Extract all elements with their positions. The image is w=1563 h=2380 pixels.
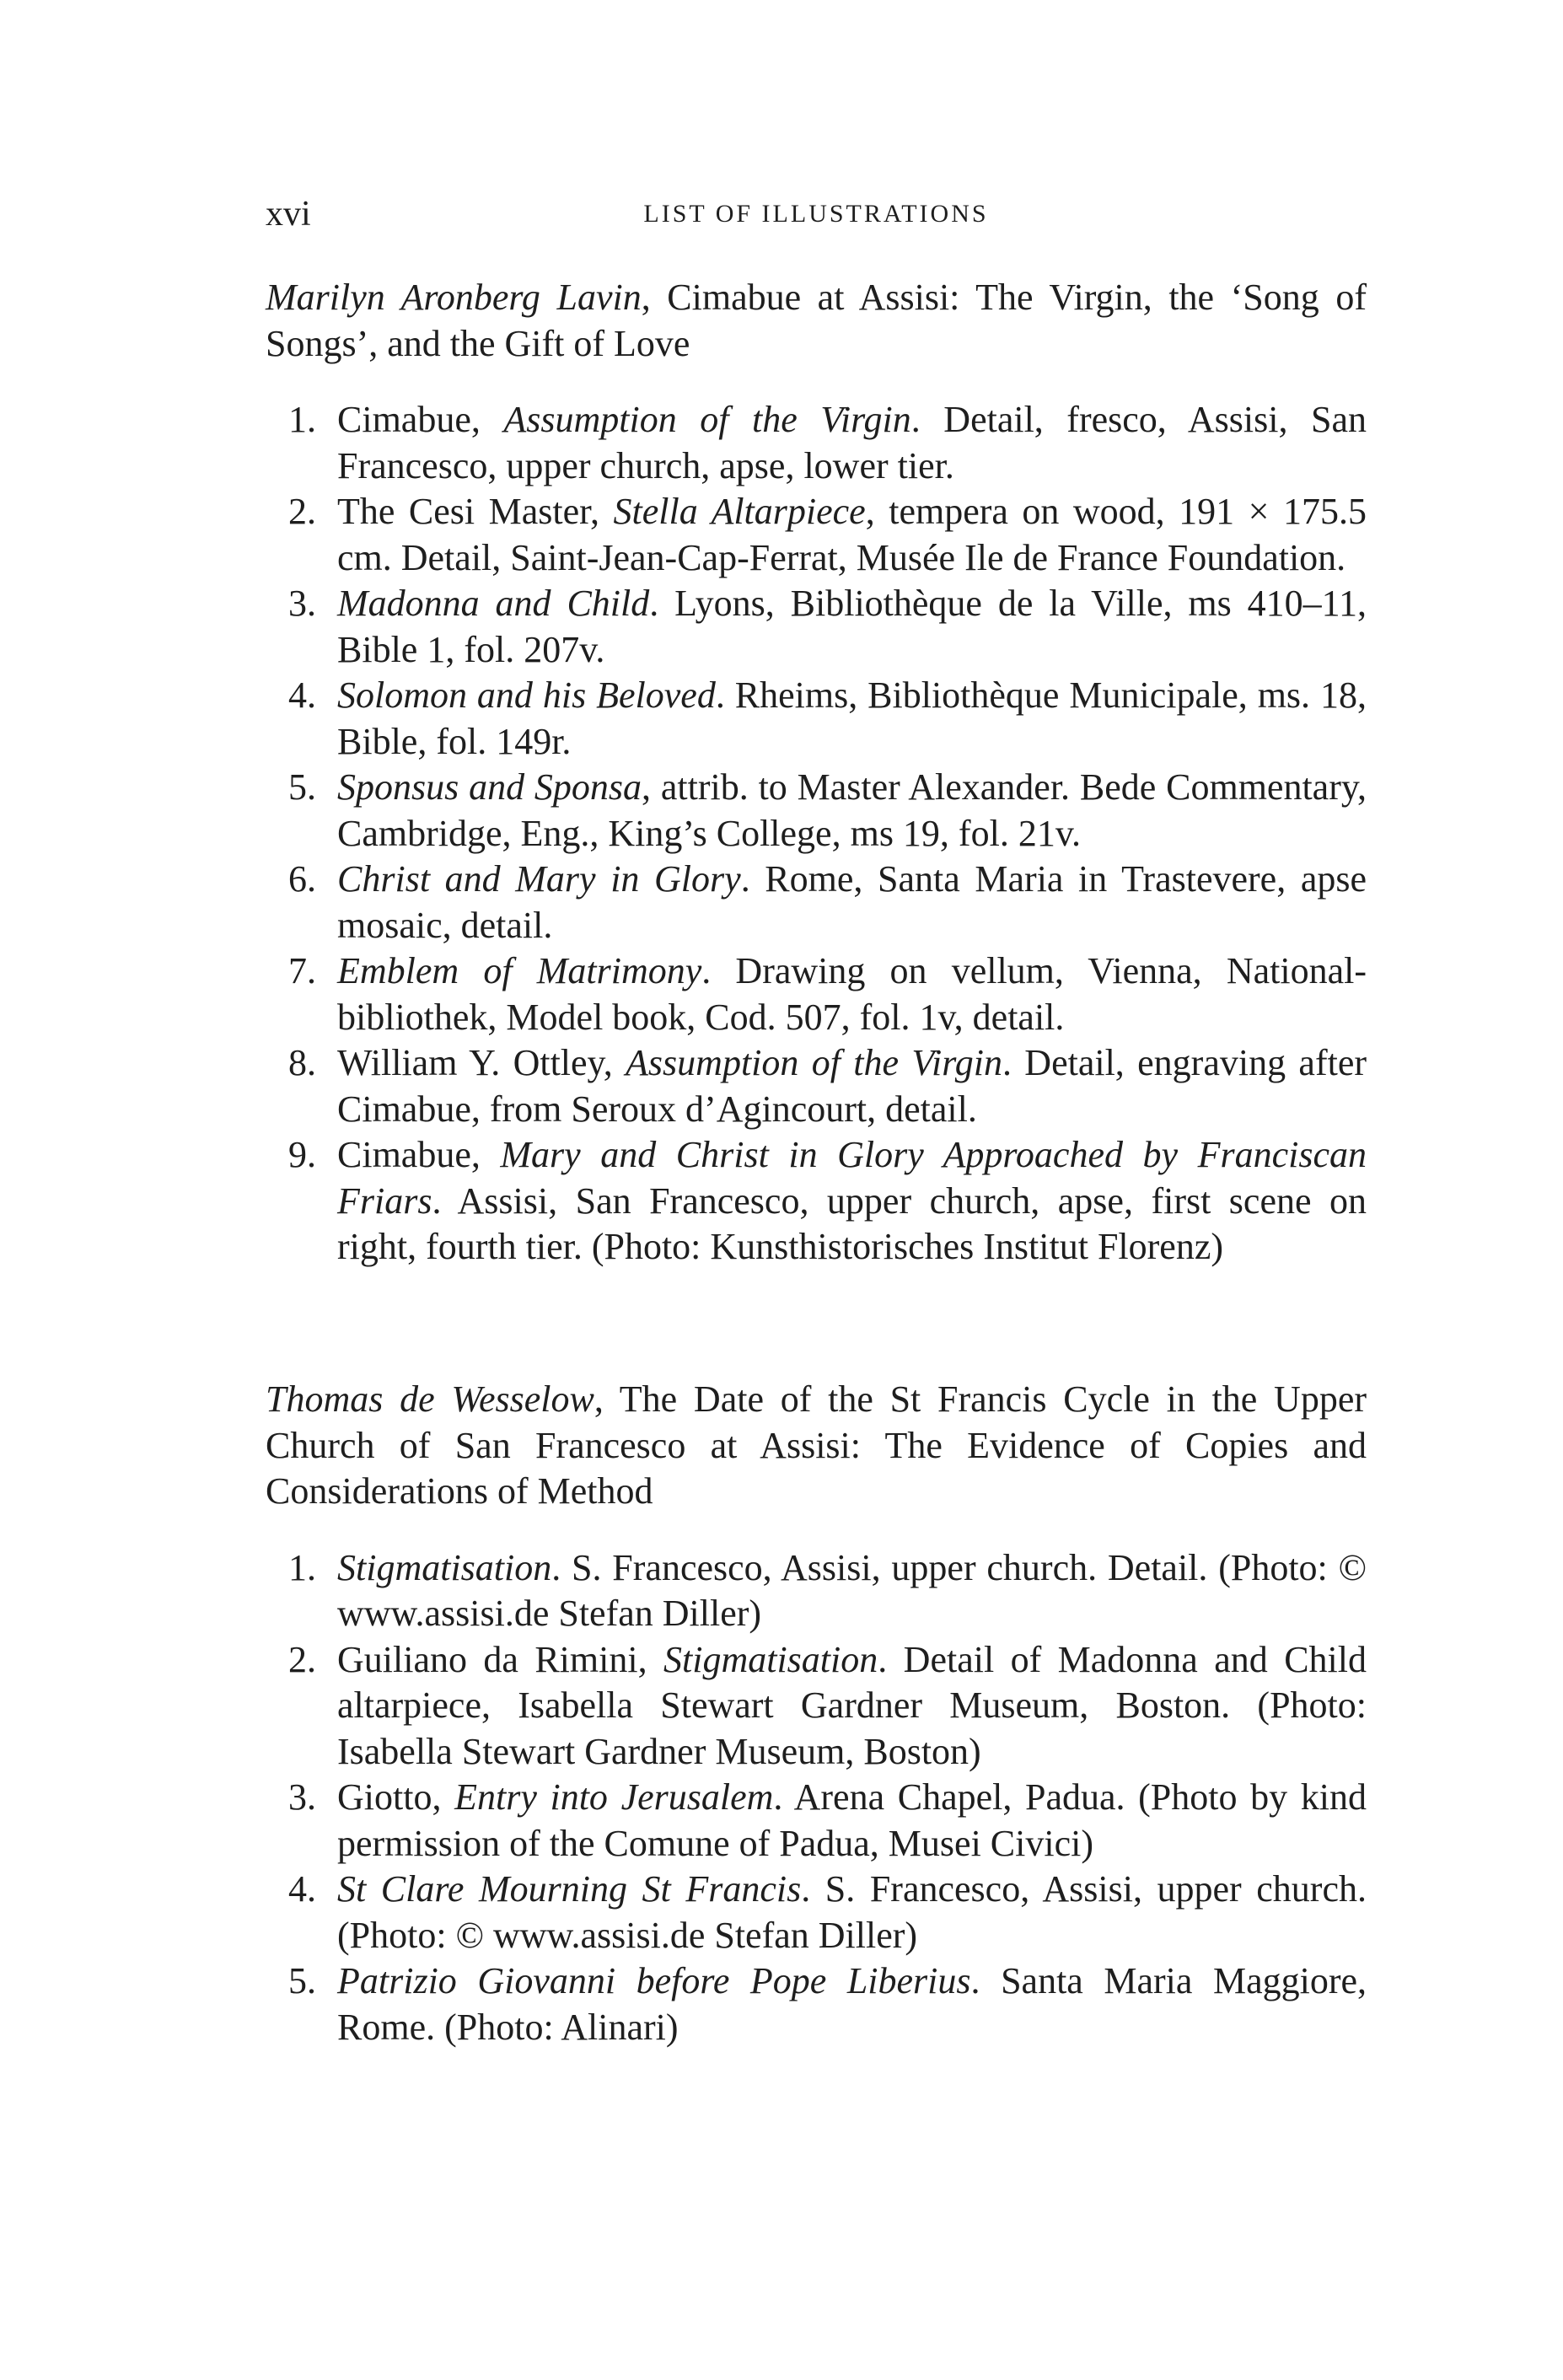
illustration-list <box>266 397 1367 1271</box>
item-number: 1. <box>288 1546 316 1588</box>
item-number: 2. <box>288 1638 316 1680</box>
item-artwork-title: Assumption of the Virgin <box>626 1042 1002 1083</box>
list-item <box>266 1958 1367 2050</box>
item-number: 9. <box>288 1134 316 1175</box>
item-text-post: . Rheims, Bibliothèque Municipale, ms. 18, Bible, fol. 149r. <box>337 674 1367 762</box>
item-text-pre: The Cesi Master, <box>337 491 614 532</box>
list-item <box>266 397 1367 489</box>
item-number: 8. <box>288 1042 316 1083</box>
item-artwork-title: Solomon and his Beloved <box>337 674 716 716</box>
item-number: 6. <box>288 858 316 900</box>
list-item <box>266 857 1367 948</box>
item-number: 2. <box>288 491 316 532</box>
list-item <box>266 673 1367 765</box>
item-text-post: . Santa Maria Maggiore, Rome. (Photo: Alinari) <box>337 1960 1367 2048</box>
item-text-post: . Detail of Madonna and Child altarpiece, Isabella Stewart Gardner Museum, Boston. (Photo: Isabella Stewart Gardner Museum, Boston) <box>337 1638 1367 1772</box>
item-number: 3. <box>288 583 316 624</box>
item-artwork-title: Emblem of Matrimony <box>337 950 702 991</box>
page-number: xvi <box>266 195 311 234</box>
item-artwork-title: Entry into Jerusalem <box>454 1776 774 1818</box>
section-heading <box>266 275 1367 367</box>
item-text-post: . Lyons, Bibliothèque de la Ville, ms 410–11, Bible 1, fol. 207v. <box>337 583 1367 670</box>
item-text-pre: William Y. Ottley, <box>337 1042 626 1083</box>
section-lavin <box>266 275 1367 1271</box>
section-heading <box>266 1377 1367 1515</box>
item-text-post: . Assisi, San Francesco, upper church, apse, first scene on right, fourth tier. (Photo: Kunsthistorisches Institut Florenz) <box>337 1179 1367 1267</box>
item-text-post: . Drawing on vellum, Vienna, Nationalbibliothek, Model book, Cod. 507, fol. 1v, detail. <box>337 950 1367 1038</box>
list-item <box>266 765 1367 857</box>
illustration-list <box>266 1545 1367 2051</box>
item-text-pre: Guiliano da Rimini, <box>337 1638 663 1680</box>
item-number: 4. <box>288 1868 316 1910</box>
item-text-post: . Detail, engraving after Cimabue, from Seroux d’Agincourt, detail. <box>337 1042 1367 1130</box>
item-artwork-title: Stigmatisation <box>663 1638 878 1680</box>
item-artwork-title: Stella Altarpiece <box>613 491 866 532</box>
section-title: , The Date of the St Francis Cycle in the Upper Church of San Francesco at Assisi: The Evidence of Copies and Considerations of Method <box>266 1378 1367 1512</box>
item-text-post: . Detail, fresco, Assisi, San Francesco, upper church, apse, lower tier. <box>337 399 1367 486</box>
item-text-post: . S. Francesco, Assisi, upper church. Detail. (Photo: © www.assisi.de Stefan Diller) <box>337 1546 1367 1634</box>
list-item <box>266 581 1367 673</box>
section-author: Thomas de Wesselow <box>266 1378 594 1420</box>
item-artwork-title: Christ and Mary in Glory <box>337 858 741 900</box>
item-text-post: . S. Francesco, Assisi, upper church. (Photo: © www.assisi.de Stefan Diller) <box>337 1868 1367 1956</box>
running-title: LIST OF ILLUSTRATIONS <box>643 200 989 228</box>
list-item <box>266 1637 1367 1776</box>
item-text-post: . Rome, Santa Maria in Trastevere, apse mosaic, detail. <box>337 858 1367 946</box>
item-text-pre: Cimabue, <box>337 1134 501 1175</box>
section-de-wesselow <box>266 1377 1367 2050</box>
list-item <box>266 1132 1367 1271</box>
item-artwork-title: Patrizio Giovanni before Pope Liberius <box>337 1960 971 2001</box>
item-number: 5. <box>288 766 316 808</box>
item-text-post: . Arena Chapel, Padua. (Photo by kind permission of the Comune of Padua, Musei Civici) <box>337 1776 1367 1864</box>
item-number: 3. <box>288 1776 316 1818</box>
item-text-post: , attrib. to Master Alexander. Bede Commentary, Cambridge, Eng., King’s College, ms 19, fol. 21v. <box>337 766 1367 854</box>
item-text-pre: Giotto, <box>337 1776 455 1818</box>
item-text-pre: Cimabue, <box>337 399 504 440</box>
item-number: 5. <box>288 1960 316 2001</box>
item-artwork-title: Stigmatisation <box>337 1546 552 1588</box>
running-head <box>266 192 1367 243</box>
list-item <box>266 1545 1367 1637</box>
item-artwork-title: St Clare Mourning St Francis <box>337 1868 802 1910</box>
item-artwork-title: Madonna and Child <box>337 583 650 624</box>
list-item <box>266 948 1367 1040</box>
item-number: 1. <box>288 399 316 440</box>
list-item <box>266 489 1367 581</box>
list-item <box>266 1040 1367 1132</box>
item-artwork-title: Sponsus and Sponsa <box>337 766 642 808</box>
item-text-post: , tempera on wood, 191 × 175.5 cm. Detail, Saint-Jean-Cap-Ferrat, Musée Ile de France Foundation. <box>337 491 1367 578</box>
section-title: , Cimabue at Assisi: The Virgin, the ‘Song of Songs’, and the Gift of Love <box>266 277 1367 364</box>
item-number: 7. <box>288 950 316 991</box>
section-author: Marilyn Aronberg Lavin <box>266 277 642 318</box>
item-artwork-title: Mary and Christ in Glory Approached by Franciscan Friars <box>337 1134 1367 1222</box>
item-number: 4. <box>288 674 316 716</box>
list-item <box>266 1867 1367 1958</box>
list-item <box>266 1775 1367 1867</box>
item-artwork-title: Assumption of the Virgin <box>503 399 911 440</box>
